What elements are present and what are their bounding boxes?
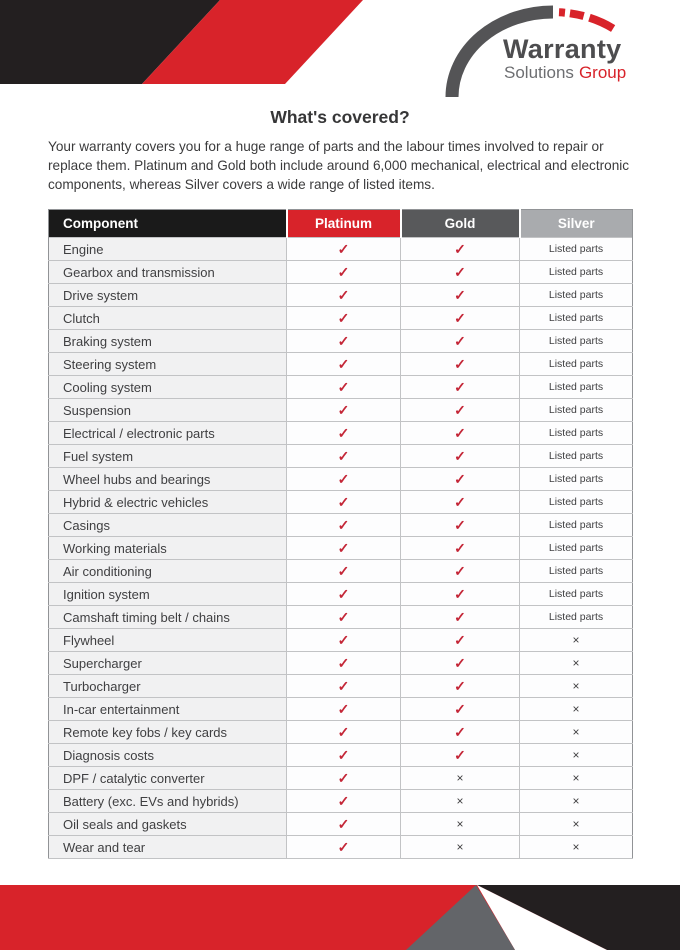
silver-cross-icon: ×: [520, 721, 633, 744]
platinum-check-icon: ✓: [287, 560, 401, 583]
platinum-check-icon: ✓: [287, 767, 401, 790]
component-cell: Cooling system: [49, 376, 287, 399]
silver-listed-parts-cell: Listed parts: [520, 583, 633, 606]
gold-check-icon: ✓: [401, 652, 520, 675]
platinum-check-icon: ✓: [287, 629, 401, 652]
table-row: [49, 445, 633, 468]
table-row: [49, 376, 633, 399]
table-row: [49, 767, 633, 790]
gold-check-icon: ✓: [401, 307, 520, 330]
gold-check-icon: ✓: [401, 560, 520, 583]
gold-check-icon: ✓: [401, 744, 520, 767]
table-body: [49, 238, 633, 859]
table-row: [49, 537, 633, 560]
platinum-check-icon: ✓: [287, 238, 401, 261]
gold-cross-icon: ×: [401, 836, 520, 859]
table-header: [49, 210, 633, 238]
silver-cross-icon: ×: [520, 767, 633, 790]
gold-check-icon: ✓: [401, 675, 520, 698]
brand-subtitle-grey: Solutions: [504, 63, 574, 82]
table-row: [49, 330, 633, 353]
silver-listed-parts-cell: Listed parts: [520, 399, 633, 422]
component-cell: Braking system: [49, 330, 287, 353]
platinum-check-icon: ✓: [287, 307, 401, 330]
platinum-check-icon: ✓: [287, 491, 401, 514]
table-row: [49, 606, 633, 629]
table-row: [49, 422, 633, 445]
silver-cross-icon: ×: [520, 790, 633, 813]
column-header-gold: Gold: [401, 210, 520, 238]
silver-listed-parts-cell: Listed parts: [520, 468, 633, 491]
component-cell: Remote key fobs / key cards: [49, 721, 287, 744]
silver-listed-parts-cell: Listed parts: [520, 537, 633, 560]
component-cell: Steering system: [49, 353, 287, 376]
component-cell: Camshaft timing belt / chains: [49, 606, 287, 629]
gold-check-icon: ✓: [401, 399, 520, 422]
silver-listed-parts-cell: Listed parts: [520, 376, 633, 399]
table-row: [49, 353, 633, 376]
table-row: [49, 261, 633, 284]
platinum-check-icon: ✓: [287, 284, 401, 307]
table-row: [49, 284, 633, 307]
gold-cross-icon: ×: [401, 813, 520, 836]
gold-check-icon: ✓: [401, 629, 520, 652]
gold-check-icon: ✓: [401, 514, 520, 537]
table-row: [49, 560, 633, 583]
silver-listed-parts-cell: Listed parts: [520, 445, 633, 468]
gold-check-icon: ✓: [401, 353, 520, 376]
table-header-row: [49, 210, 633, 238]
component-cell: Wheel hubs and bearings: [49, 468, 287, 491]
component-cell: Casings: [49, 514, 287, 537]
platinum-check-icon: ✓: [287, 445, 401, 468]
silver-listed-parts-cell: Listed parts: [520, 284, 633, 307]
table-row: [49, 583, 633, 606]
component-cell: Flywheel: [49, 629, 287, 652]
table-row: [49, 790, 633, 813]
gold-check-icon: ✓: [401, 445, 520, 468]
column-header-component: Component: [49, 210, 287, 238]
table-row: [49, 744, 633, 767]
column-header-platinum: Platinum: [287, 210, 401, 238]
gold-check-icon: ✓: [401, 468, 520, 491]
column-header-silver: Silver: [520, 210, 633, 238]
brand-subtitle: [504, 64, 626, 81]
table-row: [49, 652, 633, 675]
platinum-check-icon: ✓: [287, 675, 401, 698]
gold-check-icon: ✓: [401, 583, 520, 606]
gold-check-icon: ✓: [401, 376, 520, 399]
gold-check-icon: ✓: [401, 422, 520, 445]
gold-check-icon: ✓: [401, 330, 520, 353]
brand-logo: [440, 0, 660, 100]
table-row: [49, 238, 633, 261]
table-row: [49, 721, 633, 744]
silver-cross-icon: ×: [520, 629, 633, 652]
table-row: [49, 491, 633, 514]
component-cell: Supercharger: [49, 652, 287, 675]
component-cell: Electrical / electronic parts: [49, 422, 287, 445]
platinum-check-icon: ✓: [287, 583, 401, 606]
silver-listed-parts-cell: Listed parts: [520, 514, 633, 537]
gold-cross-icon: ×: [401, 790, 520, 813]
component-cell: Oil seals and gaskets: [49, 813, 287, 836]
platinum-check-icon: ✓: [287, 721, 401, 744]
platinum-check-icon: ✓: [287, 468, 401, 491]
silver-listed-parts-cell: Listed parts: [520, 491, 633, 514]
platinum-check-icon: ✓: [287, 353, 401, 376]
table-row: [49, 836, 633, 859]
platinum-check-icon: ✓: [287, 606, 401, 629]
coverage-table: [48, 209, 633, 859]
silver-cross-icon: ×: [520, 675, 633, 698]
silver-listed-parts-cell: Listed parts: [520, 353, 633, 376]
component-cell: DPF / catalytic converter: [49, 767, 287, 790]
component-cell: Working materials: [49, 537, 287, 560]
platinum-check-icon: ✓: [287, 376, 401, 399]
footer-decoration: [0, 885, 680, 950]
component-cell: Suspension: [49, 399, 287, 422]
silver-listed-parts-cell: Listed parts: [520, 307, 633, 330]
platinum-check-icon: ✓: [287, 330, 401, 353]
component-cell: Diagnosis costs: [49, 744, 287, 767]
gold-check-icon: ✓: [401, 238, 520, 261]
silver-listed-parts-cell: Listed parts: [520, 330, 633, 353]
platinum-check-icon: ✓: [287, 744, 401, 767]
platinum-check-icon: ✓: [287, 399, 401, 422]
silver-cross-icon: ×: [520, 652, 633, 675]
gauge-red-dashes: [559, 12, 617, 31]
component-cell: Fuel system: [49, 445, 287, 468]
component-cell: Clutch: [49, 307, 287, 330]
table-row: [49, 307, 633, 330]
table-row: [49, 468, 633, 491]
component-cell: In-car entertainment: [49, 698, 287, 721]
silver-listed-parts-cell: Listed parts: [520, 238, 633, 261]
silver-cross-icon: ×: [520, 744, 633, 767]
gold-check-icon: ✓: [401, 606, 520, 629]
component-cell: Gearbox and transmission: [49, 261, 287, 284]
component-cell: Air conditioning: [49, 560, 287, 583]
page-title: What's covered?: [270, 107, 410, 127]
table-row: [49, 629, 633, 652]
gold-check-icon: ✓: [401, 284, 520, 307]
gold-cross-icon: ×: [401, 767, 520, 790]
table-row: [49, 813, 633, 836]
gold-check-icon: ✓: [401, 491, 520, 514]
component-cell: Ignition system: [49, 583, 287, 606]
table-row: [49, 514, 633, 537]
component-cell: Drive system: [49, 284, 287, 307]
platinum-check-icon: ✓: [287, 790, 401, 813]
platinum-check-icon: ✓: [287, 537, 401, 560]
gold-check-icon: ✓: [401, 698, 520, 721]
silver-listed-parts-cell: Listed parts: [520, 422, 633, 445]
gold-check-icon: ✓: [401, 537, 520, 560]
component-cell: Wear and tear: [49, 836, 287, 859]
platinum-check-icon: ✓: [287, 514, 401, 537]
silver-listed-parts-cell: Listed parts: [520, 606, 633, 629]
silver-listed-parts-cell: Listed parts: [520, 560, 633, 583]
platinum-check-icon: ✓: [287, 698, 401, 721]
component-cell: Battery (exc. EVs and hybrids): [49, 790, 287, 813]
component-cell: Hybrid & electric vehicles: [49, 491, 287, 514]
intro-paragraph: Your warranty covers you for a huge range of parts and the labour times involved to repair or replace them. Platinum and Gold both include around 6,000 mechanical, electrical and electronic components, whereas Silver covers a wide range of listed items.: [48, 139, 630, 193]
platinum-check-icon: ✓: [287, 652, 401, 675]
gold-check-icon: ✓: [401, 261, 520, 284]
component-cell: Engine: [49, 238, 287, 261]
platinum-check-icon: ✓: [287, 836, 401, 859]
silver-cross-icon: ×: [520, 813, 633, 836]
brand-subtitle-red: Group: [578, 63, 627, 82]
brand-name: Warranty: [503, 34, 622, 64]
component-cell: Turbocharger: [49, 675, 287, 698]
silver-cross-icon: ×: [520, 836, 633, 859]
platinum-check-icon: ✓: [287, 261, 401, 284]
silver-cross-icon: ×: [520, 698, 633, 721]
gold-check-icon: ✓: [401, 721, 520, 744]
table-row: [49, 399, 633, 422]
platinum-check-icon: ✓: [287, 422, 401, 445]
platinum-check-icon: ✓: [287, 813, 401, 836]
table-row: [49, 698, 633, 721]
silver-listed-parts-cell: Listed parts: [520, 261, 633, 284]
table-row: [49, 675, 633, 698]
